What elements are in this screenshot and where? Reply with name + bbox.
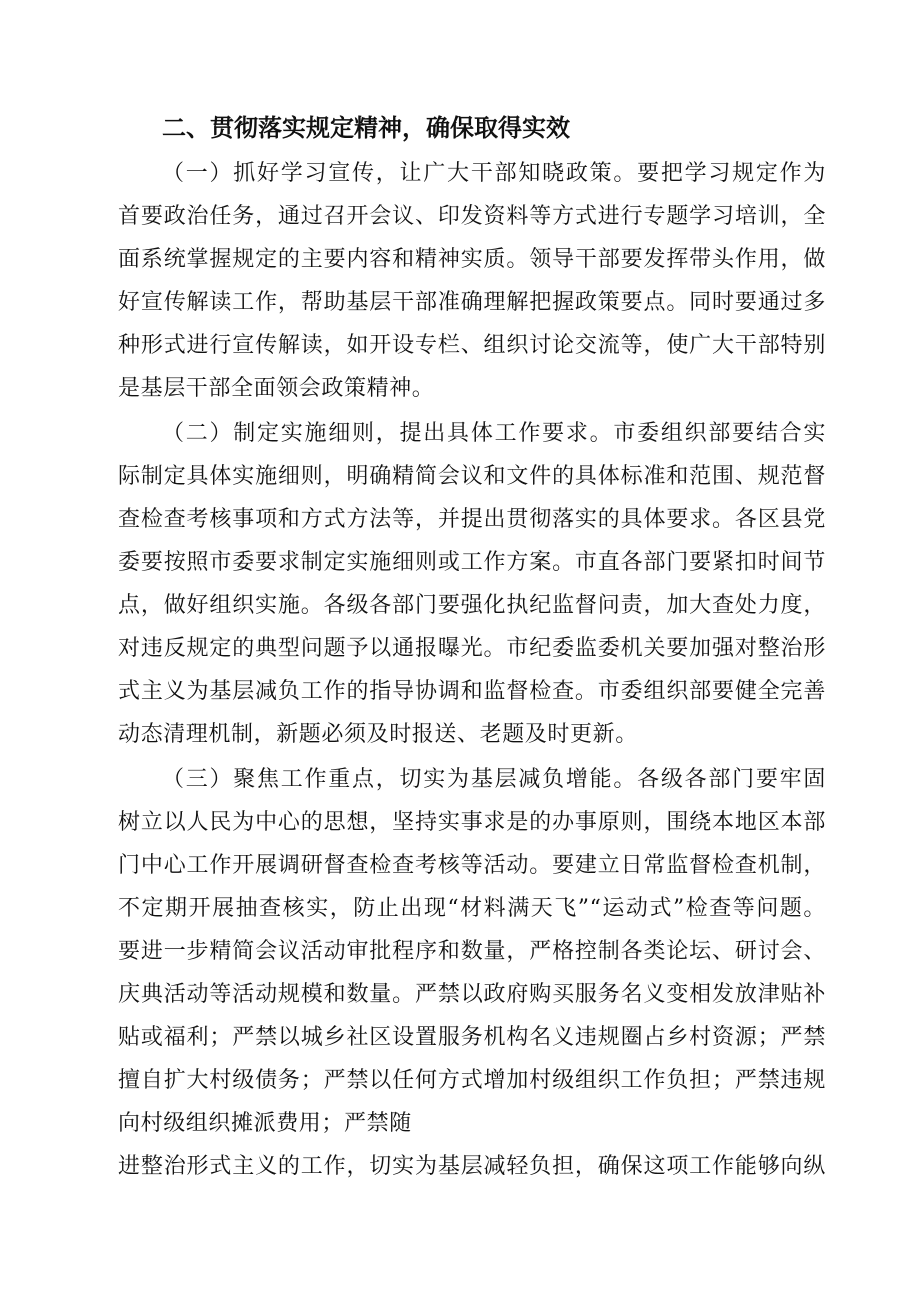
paragraph-2-line-4: 委要按照市委要求制定实施细则或工作方案。市直各部门要紧扣时间节: [118, 550, 826, 575]
paragraph-3-line-8: 擅自扩大村级债务；严禁以任何方式增加村级组织工作负担；严禁违规: [118, 1068, 826, 1093]
paragraph-4-line-1: 进整治形式主义的工作，切实为基层减轻负担，确保这项工作能够向纵: [118, 1154, 826, 1179]
paragraph-3-line-2: 树立以人民为中心的思想，坚持实事求是的办事原则，围绕本地区本部: [118, 810, 826, 835]
paragraph-1-line-4: 好宣传解读工作，帮助基层干部准确理解把握政策要点。同时要通过多: [118, 290, 826, 315]
paragraph-3-line-4: 不定期开展抽查核实，防止出现“材料满天飞”“运动式”检查等问题。: [118, 896, 826, 921]
paragraph-2-line-2: 际制定具体实施细则，明确精简会议和文件的具体标准和范围、规范督: [118, 464, 826, 489]
paragraph-2-line-1: （二）制定实施细则，提出具体工作要求。市委组织部要结合实: [162, 421, 826, 446]
paragraph-2-line-8: 动态清理机制，新题必须及时报送、老题及时更新。: [118, 722, 638, 747]
section-heading: 二、贯彻落实规定精神，确保取得实效: [162, 114, 570, 142]
paragraph-3-line-6: 庆典活动等活动规模和数量。严禁以政府购买服务名义变相发放津贴补: [118, 982, 826, 1007]
paragraph-3-line-3: 门中心工作开展调研督查检查考核等活动。要建立日常监督检查机制，: [118, 853, 826, 878]
paragraph-3-line-9: 向村级组织摊派费用；严禁随: [118, 1111, 412, 1136]
paragraph-1-line-6: 是基层干部全面领会政策精神。: [118, 376, 435, 401]
paragraph-1-line-3: 面系统掌握规定的主要内容和精神实质。领导干部要发挥带头作用，做: [118, 247, 826, 272]
paragraph-3-line-1: （三）聚焦工作重点，切实为基层减负增能。各级各部门要牢固: [162, 767, 826, 792]
paragraph-2-line-6: 对违反规定的典型问题予以通报曝光。市纪委监委机关要加强对整治形: [118, 636, 826, 661]
paragraph-1-line-5: 种形式进行宣传解读，如开设专栏、组织讨论交流等，使广大干部特别: [118, 333, 826, 358]
paragraph-2-line-3: 查检查考核事项和方式方法等，并提出贯彻落实的具体要求。各区县党: [118, 507, 826, 532]
paragraph-2-line-7: 式主义为基层减负工作的指导协调和监督检查。市委组织部要健全完善: [118, 679, 826, 704]
paragraph-1-line-2: 首要政治任务，通过召开会议、印发资料等方式进行专题学习培训，全: [118, 204, 826, 229]
paragraph-3-line-7: 贴或福利；严禁以城乡社区设置服务机构名义违规圈占乡村资源；严禁: [118, 1025, 826, 1050]
paragraph-3-line-5: 要进一步精简会议活动审批程序和数量，严格控制各类论坛、研讨会、: [118, 939, 826, 964]
paragraph-2-line-5: 点，做好组织实施。各级各部门要强化执纪监督问责，加大查处力度，: [118, 593, 826, 618]
paragraph-1-line-1: （一）抓好学习宣传，让广大干部知晓政策。要把学习规定作为: [162, 161, 826, 186]
